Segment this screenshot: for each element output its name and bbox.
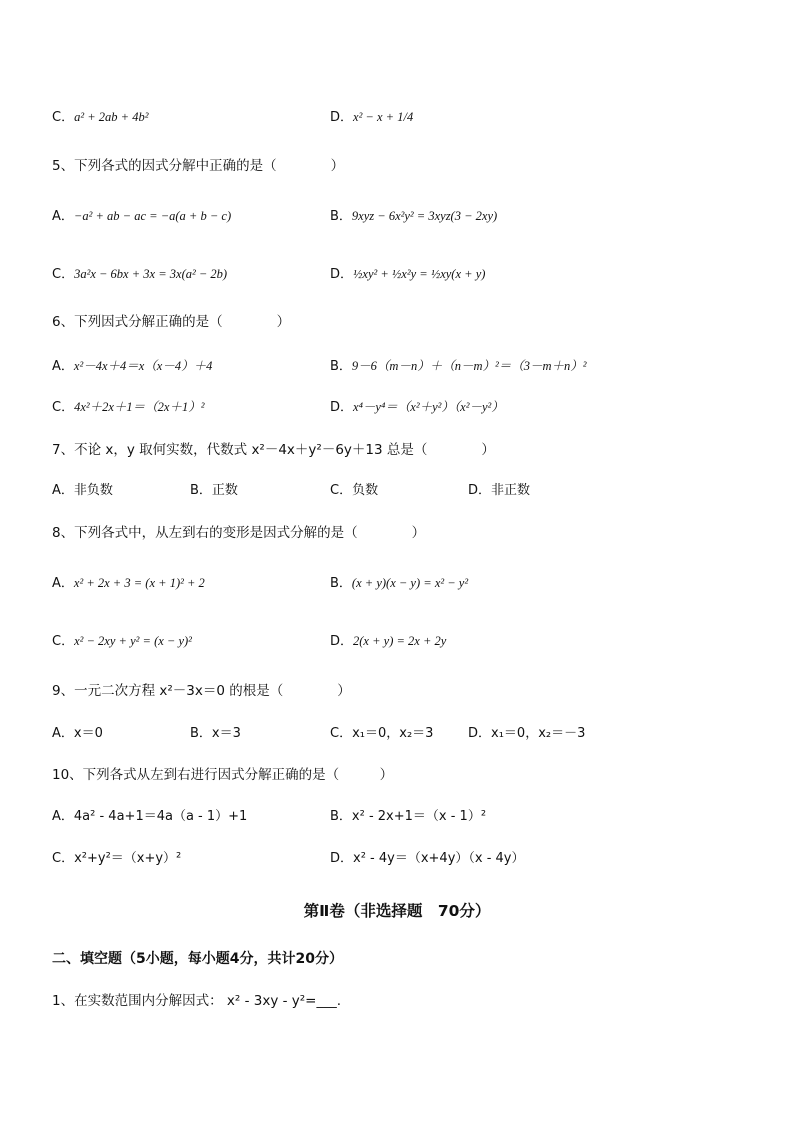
question-8-stem: 8、下列各式中，从左到右的变形是因式分解的是（ ） [52,525,426,541]
option-label: C． [52,267,75,282]
option-label: A． [52,483,74,498]
option-expression: 9xyz − 6x²y² = 3xyz(3 − 2xy) [351,209,498,223]
option-label: B． [330,809,352,824]
question-7-stem: 7、不论 x，y 取何实数，代数式 x²－4x＋y²－6y＋13 总是（ ） [52,442,495,458]
q9-option-d[interactable] [468,725,585,743]
q8-option-c[interactable] [52,632,192,651]
q8-option-d[interactable] [330,632,446,651]
q4-option-c[interactable] [52,108,148,127]
q10-option-a[interactable] [52,808,247,826]
option-expression: x⁴－y⁴＝（x²＋y²）（x²－y²） [353,400,504,414]
option-label: A． [52,209,74,224]
option-label: D． [330,634,354,649]
option-expression: x² - 2x+1＝（x - 1）² [351,809,487,824]
option-expression: (x + y)(x − y) = x² − y² [351,576,469,590]
option-expression: 9－6（m－n）＋（n－m）²＝（3－m＋n）² [351,359,587,373]
q9-option-c[interactable] [330,725,433,743]
option-expression: 负数 [352,483,379,498]
q7-option-c[interactable] [330,482,378,500]
q10-option-d[interactable] [330,850,525,868]
option-label: B． [190,726,212,741]
question-6-stem: 6、下列因式分解正确的是（ ） [52,314,291,330]
option-expression: x² − x + 1/4 [353,110,414,124]
option-expression: x₁＝0，x₂＝3 [352,726,434,741]
option-expression: −a² + ab − ac = −a(a + b − c) [73,209,232,223]
q6-option-a[interactable] [52,357,212,376]
option-expression: a² + 2ab + 4b² [74,110,149,124]
option-label: C． [52,110,75,125]
section-heading-fill-in: 二、填空题（5小题，每小题4分，共计20分） [52,951,343,967]
option-expression: 4a² - 4a+1＝4a（a - 1）+1 [73,809,248,824]
option-expression: x² - 4y＝（x+4y）（x - 4y） [353,851,525,866]
q10-option-c[interactable] [52,850,181,868]
option-expression: x² − 2xy + y² = (x − y)² [74,634,192,648]
question-10-stem: 10、下列各式从左到右进行因式分解正确的是（ ） [52,767,394,783]
q9-option-a[interactable] [52,725,103,743]
option-label: A． [52,809,74,824]
option-label: B． [330,359,352,374]
option-label: D． [468,726,492,741]
part-2-title: 第Ⅱ卷（非选择题 70分） [303,902,491,920]
option-label: D． [330,400,354,415]
q9-option-b[interactable] [190,725,241,743]
option-expression: x² + 2x + 3 = (x + 1)² + 2 [73,576,205,590]
option-label: C． [52,851,75,866]
option-expression: x²－4x＋4＝x（x－4）＋4 [73,359,213,373]
option-expression: 非正数 [491,483,531,498]
q5-option-d[interactable] [330,265,485,284]
option-label: A． [52,576,74,591]
q10-option-b[interactable] [330,808,486,826]
fill-question-1: 1、在实数范围内分解因式： x² - 3xy - y²=___. [52,993,342,1009]
q6-option-d[interactable] [330,398,504,417]
option-expression: ½xy² + ½x²y = ½xy(x + y) [353,267,486,281]
option-label: B． [330,209,352,224]
q5-option-a[interactable] [52,207,231,226]
option-expression: 4x²＋2x＋1＝（2x＋1）² [74,400,205,414]
q6-option-c[interactable] [52,398,204,417]
option-label: D． [330,851,354,866]
option-label: B． [330,576,352,591]
option-expression: x＝0 [73,726,103,741]
q8-option-a[interactable] [52,574,205,593]
q7-option-b[interactable] [190,482,238,500]
option-label: B． [190,483,212,498]
option-label: D． [330,267,354,282]
option-expression: 正数 [211,483,238,498]
q8-option-b[interactable] [330,574,468,593]
question-5-stem: 5、下列各式的因式分解中正确的是（ ） [52,158,345,174]
option-expression: x₁＝0，x₂＝－3 [491,726,586,741]
q7-option-a[interactable] [52,482,113,500]
question-9-stem: 9、一元二次方程 x²－3x＝0 的根是（ ） [52,683,351,699]
option-expression: 3a²x − 6bx + 3x = 3x(a² − 2b) [74,267,228,281]
option-expression: x＝3 [211,726,241,741]
q5-option-c[interactable] [52,265,227,284]
option-label: A． [52,726,74,741]
option-expression: x²+y²＝（x+y）² [74,851,182,866]
q6-option-b[interactable] [330,357,587,376]
option-label: C． [52,400,75,415]
option-expression: 非负数 [73,483,113,498]
q4-option-d[interactable] [330,108,413,127]
option-label: C． [330,483,353,498]
option-label: C． [52,634,75,649]
option-label: D． [330,110,354,125]
option-label: C． [330,726,353,741]
option-expression: 2(x + y) = 2x + 2y [353,634,447,648]
option-label: A． [52,359,74,374]
q5-option-b[interactable] [330,207,497,226]
q7-option-d[interactable] [468,482,530,500]
option-label: D． [468,483,492,498]
